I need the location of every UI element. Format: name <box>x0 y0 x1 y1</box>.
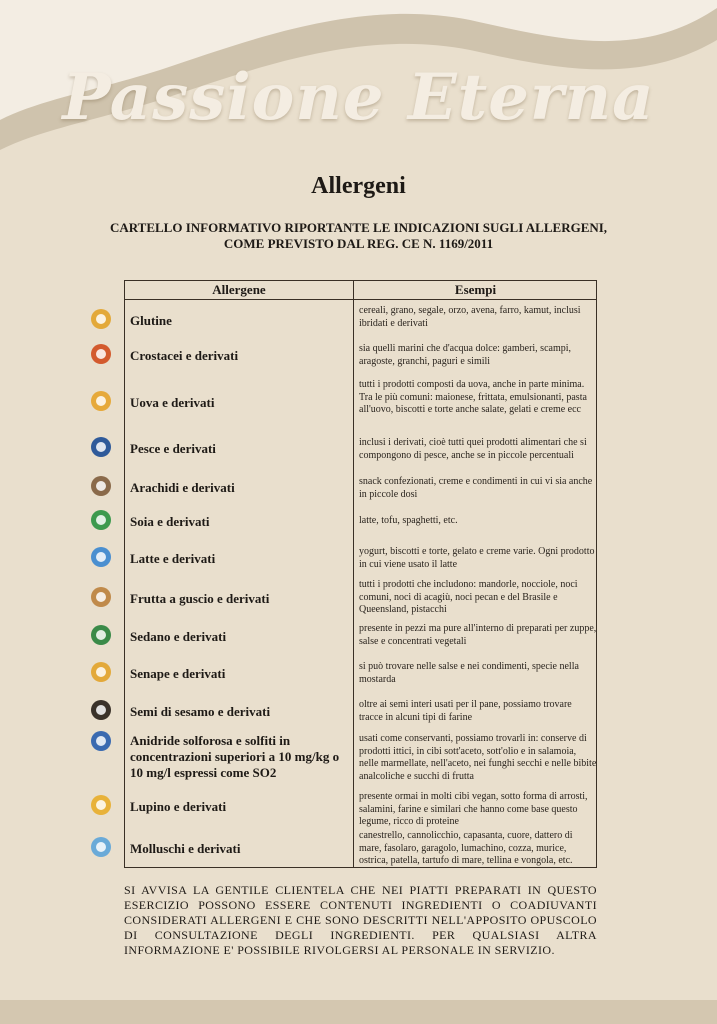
table-header <box>125 281 596 300</box>
allergen-name: Senape e derivati <box>130 666 226 681</box>
sesame-icon <box>91 700 111 720</box>
allergen-examples: tutti i prodotti composti da uova, anche in parte minima. Tra le più comuni: maionese, frittata, emulsionanti, pasta all'uovo, biscotti e torte anche salate, gelati e creme ecc <box>359 379 587 415</box>
milk-icon <box>91 547 111 567</box>
page-title: Allergeni <box>311 173 406 199</box>
allergen-name: Pesce e derivati <box>130 441 216 456</box>
peanut-icon <box>91 476 111 496</box>
subtitle-line-2: COME PREVISTO DAL REG. CE N. 1169/2011 <box>223 236 494 251</box>
allergen-name: Sedano e derivati <box>130 629 227 644</box>
allergen-examples: inclusi i derivati, cioè tutti quei prodotti alimentari che si compongono di pesce, anche se in piccole percentuali <box>359 437 587 461</box>
allergen-name: Uova e derivati <box>130 395 215 410</box>
allergen-examples: yogurt, biscotti e torte, gelato e creme varie. Ogni prodotto in cui viene usato il latte <box>359 546 595 570</box>
subtitle-line-1: CARTELLO INFORMATIVO RIPORTANTE LE INDICAZIONI SUGLI ALLERGENI, <box>109 220 608 235</box>
allergen-examples: sia quelli marini che d'acqua dolce: gamberi, scampi, aragoste, granchi, paguri e simili <box>359 343 572 367</box>
allergen-name: Crostacei e derivati <box>130 348 239 363</box>
soy-icon <box>91 510 111 530</box>
allergen-examples: presente ormai in molti cibi vegan, sotto forma di arrosti, salamini, farine e similari che hanno come base questo legume, ricco di proteine <box>359 791 588 827</box>
allergen-name: Frutta a guscio e derivati <box>130 591 270 606</box>
nut-icon <box>91 587 111 607</box>
allergen-table <box>124 280 597 868</box>
allergen-name: Anidride solforosa e solfiti in concentrazioni superiori a 10 mg/kg o 10 mg/l espressi come SO2 <box>130 733 340 780</box>
allergen-name: Soia e derivati <box>130 514 210 529</box>
allergen-examples: latte, tofu, spaghetti, etc. <box>359 515 458 526</box>
egg-icon <box>91 391 111 411</box>
column-header-allergene: Allergene <box>212 282 266 297</box>
mustard-icon <box>91 662 111 682</box>
allergen-examples: tutti i prodotti che includono: mandorle, nocciole, noci comuni, noci di acagiù, noci pecan e del Brasile e Queensland, pistacchi <box>359 579 578 615</box>
allergen-name: Lupino e derivati <box>130 799 227 814</box>
fish-icon <box>91 437 111 457</box>
column-divider <box>353 281 354 867</box>
crustacean-icon <box>91 344 111 364</box>
allergen-examples: presente in pezzi ma pure all'interno di preparati per zuppe, salse e concentrati vegetali <box>359 623 597 647</box>
shell-icon <box>91 837 111 857</box>
allergen-name: Arachidi e derivati <box>130 480 235 495</box>
page-subtitle <box>60 220 657 252</box>
lupin-icon <box>91 795 111 815</box>
footer-notice: SI AVVISA LA GENTILE CLIENTELA CHE NEI PIATTI PREPARATI IN QUESTO ESERCIZIO POSSONO ESSERE CONTENUTI INGREDIENTI O COADIUVANTI CONSIDERATI ALLERGENI E CHE SONO DESCRITTI NELL'APPOSITO OPUSCOLO DI CONSULTAZIONE DEGLI INGREDIENTI. PER QUALSIASI ALTRA INFORMAZIONE E' POSSIBILE RIVOLGERSI AL PERSONALE IN SERVIZIO. <box>124 883 597 957</box>
allergen-name: Glutine <box>130 313 172 328</box>
allergen-examples: usati come conservanti, possiamo trovarli in: conserve di prodotti ittici, in cibi sott'aceto, sott'olio e in salamoia, nelle marmellate, nell'aceto, nei funghi secchi e nelle bibite analcoliche e succhi di frutta <box>359 733 597 782</box>
allergen-examples: canestrello, cannolicchio, capasanta, cuore, dattero di mare, fasolaro, garagolo, lumachino, cozza, murice, ostrica, patella, tartufo di mare, tellina e vongola, etc. <box>359 830 573 866</box>
column-header-esempi: Esempi <box>454 282 497 297</box>
allergen-examples: oltre ai semi interi usati per il pane, possiamo trovare tracce in alcuni tipi di farine <box>359 699 572 723</box>
celery-icon <box>91 625 111 645</box>
wheat-icon <box>91 309 111 329</box>
allergen-examples: si può trovare nelle salse e nei condimenti, specie nella mostarda <box>359 661 579 685</box>
allergen-examples: snack confezionati, creme e condimenti in cui vi sia anche in piccole dosi <box>359 476 593 500</box>
allergen-name: Molluschi e derivati <box>130 841 241 856</box>
allergen-name: Semi di sesamo e derivati <box>130 704 271 719</box>
sulfite-icon <box>91 731 111 751</box>
brand-logo-text: Passione Eterna <box>62 60 655 135</box>
allergen-examples: cereali, grano, segale, orzo, avena, farro, kamut, inclusi ibridati e derivati <box>359 305 581 329</box>
allergen-name: Latte e derivati <box>130 551 216 566</box>
